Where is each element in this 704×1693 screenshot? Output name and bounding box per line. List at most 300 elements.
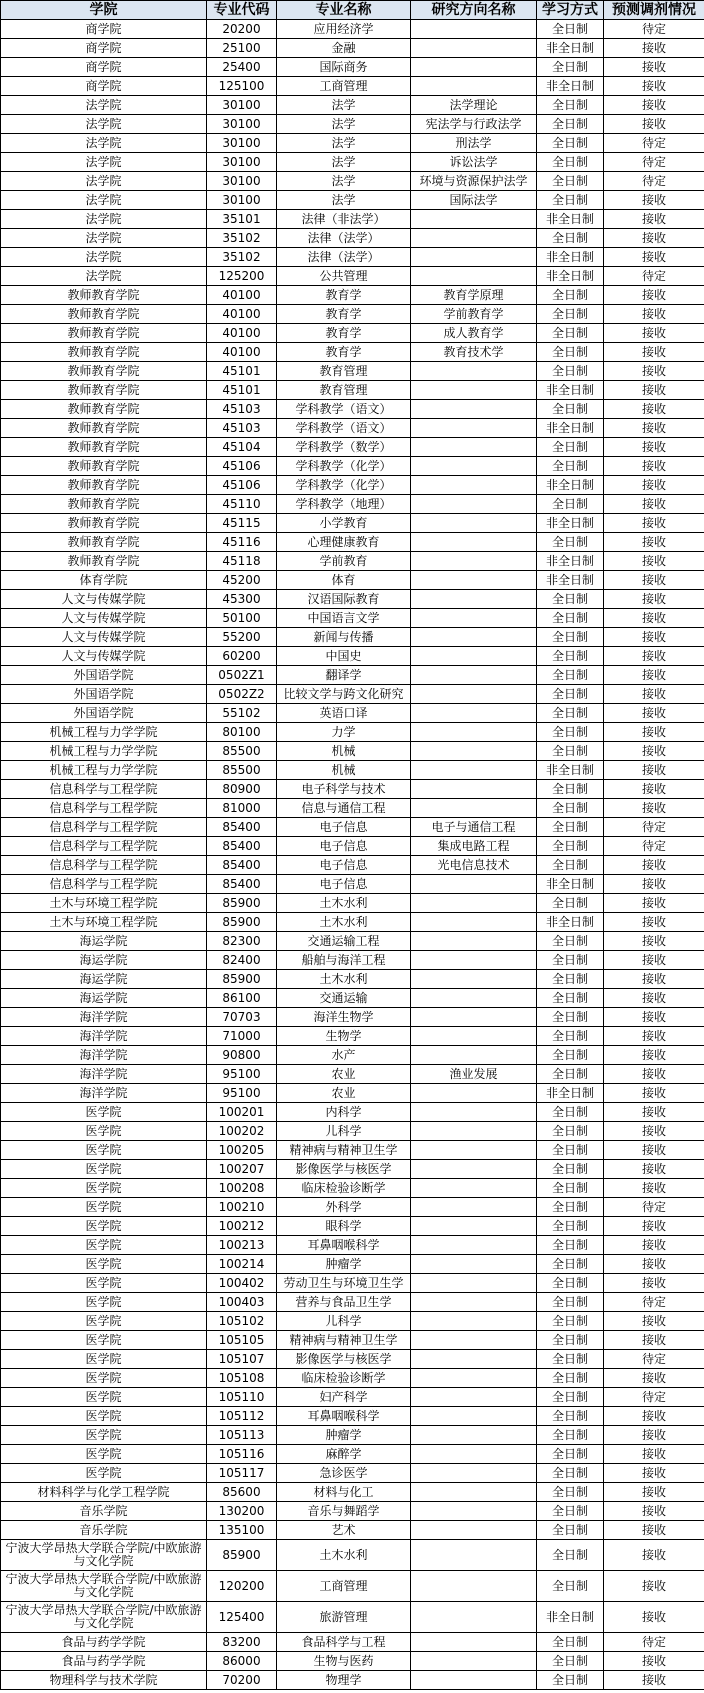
adjustment-forecast-cell: 接收 — [604, 229, 704, 248]
major-name-cell: 法律（非法学） — [277, 210, 411, 229]
study-mode-cell: 非全日制 — [537, 875, 604, 894]
adjustment-forecast-cell: 接收 — [604, 343, 704, 362]
major-code-cell: 35101 — [207, 210, 277, 229]
college-cell: 商学院 — [1, 77, 207, 96]
study-mode-cell: 全日制 — [537, 970, 604, 989]
research-direction-cell — [411, 1198, 537, 1217]
study-mode-cell: 全日制 — [537, 1445, 604, 1464]
major-name-cell: 体育 — [277, 571, 411, 590]
research-direction-cell — [411, 913, 537, 932]
table-body — [1, 20, 704, 1690]
major-name-cell: 学科教学（化学） — [277, 476, 411, 495]
adjustment-forecast-cell: 接收 — [604, 1027, 704, 1046]
major-code-cell: 30100 — [207, 115, 277, 134]
major-name-cell: 肿瘤学 — [277, 1255, 411, 1274]
study-mode-cell: 全日制 — [537, 533, 604, 552]
research-direction-cell: 集成电路工程 — [411, 837, 537, 856]
major-name-cell: 教育学 — [277, 286, 411, 305]
college-cell: 海洋学院 — [1, 1027, 207, 1046]
research-direction-cell — [411, 400, 537, 419]
major-name-cell: 营养与食品卫生学 — [277, 1293, 411, 1312]
major-name-cell: 电子信息 — [277, 875, 411, 894]
college-cell: 医学院 — [1, 1331, 207, 1350]
college-cell: 宁波大学昂热大学联合学院/中欧旅游与文化学院 — [1, 1602, 207, 1633]
study-mode-cell: 非全日制 — [537, 1602, 604, 1633]
table-row — [1, 1255, 704, 1274]
study-mode-cell: 非全日制 — [537, 552, 604, 571]
college-cell: 音乐学院 — [1, 1521, 207, 1540]
major-code-cell: 40100 — [207, 324, 277, 343]
adjustment-forecast-cell: 接收 — [604, 248, 704, 267]
college-cell: 土木与环境工程学院 — [1, 913, 207, 932]
study-mode-cell: 全日制 — [537, 400, 604, 419]
college-cell: 医学院 — [1, 1179, 207, 1198]
adjustment-forecast-cell: 接收 — [604, 1671, 704, 1690]
major-code-cell: 30100 — [207, 172, 277, 191]
major-name-cell: 金融 — [277, 39, 411, 58]
college-cell: 海运学院 — [1, 989, 207, 1008]
college-cell: 教师教育学院 — [1, 381, 207, 400]
research-direction-cell — [411, 39, 537, 58]
major-code-cell: 86000 — [207, 1652, 277, 1671]
adjustment-forecast-cell: 接收 — [604, 1217, 704, 1236]
table-row — [1, 153, 704, 172]
table-row — [1, 1521, 704, 1540]
adjustment-forecast-cell: 接收 — [604, 1540, 704, 1571]
major-code-cell: 70200 — [207, 1671, 277, 1690]
major-name-cell: 船舶与海洋工程 — [277, 951, 411, 970]
research-direction-cell — [411, 1122, 537, 1141]
college-cell: 法学院 — [1, 210, 207, 229]
adjustment-forecast-cell: 接收 — [604, 1065, 704, 1084]
research-direction-cell: 国际法学 — [411, 191, 537, 210]
adjustment-forecast-cell: 接收 — [604, 685, 704, 704]
research-direction-cell — [411, 58, 537, 77]
adjustment-forecast-cell: 待定 — [604, 1293, 704, 1312]
study-mode-cell: 全日制 — [537, 1388, 604, 1407]
table-row — [1, 742, 704, 761]
major-code-cell: 50100 — [207, 609, 277, 628]
major-code-cell: 105107 — [207, 1350, 277, 1369]
major-name-cell: 学科教学（语文） — [277, 419, 411, 438]
college-cell: 医学院 — [1, 1198, 207, 1217]
table-row — [1, 77, 704, 96]
major-code-cell: 25100 — [207, 39, 277, 58]
major-name-cell: 学科教学（化学） — [277, 457, 411, 476]
adjustment-forecast-cell: 接收 — [604, 115, 704, 134]
major-code-cell: 85400 — [207, 837, 277, 856]
table-row — [1, 761, 704, 780]
table-row — [1, 58, 704, 77]
study-mode-cell: 全日制 — [537, 286, 604, 305]
study-mode-cell: 全日制 — [537, 229, 604, 248]
study-mode-cell: 全日制 — [537, 1521, 604, 1540]
major-name-cell: 影像医学与核医学 — [277, 1350, 411, 1369]
major-name-cell: 临床检验诊断学 — [277, 1179, 411, 1198]
major-name-cell: 机械 — [277, 742, 411, 761]
major-code-cell: 30100 — [207, 191, 277, 210]
college-cell: 海运学院 — [1, 932, 207, 951]
adjustment-forecast-cell: 接收 — [604, 1236, 704, 1255]
research-direction-cell: 教育技术学 — [411, 343, 537, 362]
table-row — [1, 1084, 704, 1103]
college-cell: 医学院 — [1, 1122, 207, 1141]
table-row — [1, 1671, 704, 1690]
table-row — [1, 533, 704, 552]
study-mode-cell: 全日制 — [537, 1046, 604, 1065]
college-cell: 法学院 — [1, 134, 207, 153]
study-mode-cell: 全日制 — [537, 1540, 604, 1571]
adjustment-forecast-cell: 接收 — [604, 39, 704, 58]
major-code-cell: 100202 — [207, 1122, 277, 1141]
college-cell: 宁波大学昂热大学联合学院/中欧旅游与文化学院 — [1, 1540, 207, 1571]
college-cell: 医学院 — [1, 1160, 207, 1179]
table-row — [1, 1388, 704, 1407]
research-direction-cell — [411, 419, 537, 438]
adjustment-forecast-cell: 接收 — [604, 58, 704, 77]
table-row — [1, 590, 704, 609]
research-direction-cell — [411, 1236, 537, 1255]
major-code-cell: 30100 — [207, 96, 277, 115]
table-row — [1, 932, 704, 951]
major-code-cell: 40100 — [207, 305, 277, 324]
major-name-cell: 英语口译 — [277, 704, 411, 723]
table-row — [1, 1571, 704, 1602]
study-mode-cell: 全日制 — [537, 1103, 604, 1122]
college-cell: 医学院 — [1, 1103, 207, 1122]
college-cell: 教师教育学院 — [1, 476, 207, 495]
adjustment-forecast-cell: 待定 — [604, 1633, 704, 1652]
major-code-cell: 85900 — [207, 1540, 277, 1571]
study-mode-cell: 非全日制 — [537, 913, 604, 932]
table-row — [1, 799, 704, 818]
major-code-cell: 0502Z2 — [207, 685, 277, 704]
major-code-cell: 105102 — [207, 1312, 277, 1331]
table-row — [1, 1350, 704, 1369]
major-code-cell: 100210 — [207, 1198, 277, 1217]
major-name-cell: 精神病与精神卫生学 — [277, 1331, 411, 1350]
major-name-cell: 劳动卫生与环境卫生学 — [277, 1274, 411, 1293]
table-row — [1, 970, 704, 989]
study-mode-cell: 全日制 — [537, 1141, 604, 1160]
major-code-cell: 100212 — [207, 1217, 277, 1236]
research-direction-cell — [411, 951, 537, 970]
table-row — [1, 172, 704, 191]
college-cell: 法学院 — [1, 153, 207, 172]
table-row — [1, 1369, 704, 1388]
research-direction-cell: 教育学原理 — [411, 286, 537, 305]
research-direction-cell: 光电信息技术 — [411, 856, 537, 875]
college-cell: 法学院 — [1, 191, 207, 210]
adjustment-forecast-cell: 接收 — [604, 191, 704, 210]
research-direction-cell — [411, 685, 537, 704]
adjustment-forecast-cell: 接收 — [604, 1483, 704, 1502]
major-code-cell: 81000 — [207, 799, 277, 818]
college-cell: 信息科学与工程学院 — [1, 780, 207, 799]
major-name-cell: 耳鼻咽喉科学 — [277, 1236, 411, 1255]
major-code-cell: 100208 — [207, 1179, 277, 1198]
research-direction-cell — [411, 1540, 537, 1571]
college-cell: 机械工程与力学学院 — [1, 742, 207, 761]
table-row — [1, 1312, 704, 1331]
major-code-cell: 100201 — [207, 1103, 277, 1122]
major-name-cell: 应用经济学 — [277, 20, 411, 39]
table-row — [1, 1602, 704, 1633]
table-row — [1, 476, 704, 495]
major-name-cell: 电子信息 — [277, 856, 411, 875]
study-mode-cell: 全日制 — [537, 742, 604, 761]
study-mode-cell: 全日制 — [537, 1065, 604, 1084]
table-row — [1, 552, 704, 571]
major-name-cell: 水产 — [277, 1046, 411, 1065]
adjustment-forecast-cell: 接收 — [604, 1502, 704, 1521]
major-name-cell: 中国史 — [277, 647, 411, 666]
table-row — [1, 1046, 704, 1065]
college-cell: 教师教育学院 — [1, 400, 207, 419]
research-direction-cell — [411, 571, 537, 590]
study-mode-cell: 全日制 — [537, 666, 604, 685]
major-code-cell: 90800 — [207, 1046, 277, 1065]
study-mode-cell: 全日制 — [537, 799, 604, 818]
major-code-cell: 135100 — [207, 1521, 277, 1540]
major-name-cell: 教育学 — [277, 324, 411, 343]
college-cell: 海洋学院 — [1, 1065, 207, 1084]
research-direction-cell — [411, 1445, 537, 1464]
research-direction-cell: 成人教育学 — [411, 324, 537, 343]
major-code-cell: 45116 — [207, 533, 277, 552]
table-row — [1, 419, 704, 438]
table-row — [1, 1407, 704, 1426]
college-cell: 教师教育学院 — [1, 419, 207, 438]
study-mode-cell: 全日制 — [537, 1179, 604, 1198]
research-direction-cell — [411, 1255, 537, 1274]
major-code-cell: 85400 — [207, 818, 277, 837]
major-name-cell: 翻译学 — [277, 666, 411, 685]
major-code-cell: 85500 — [207, 742, 277, 761]
major-code-cell: 80100 — [207, 723, 277, 742]
college-cell: 教师教育学院 — [1, 533, 207, 552]
table-row — [1, 248, 704, 267]
major-code-cell: 105105 — [207, 1331, 277, 1350]
adjustment-forecast-cell: 接收 — [604, 1141, 704, 1160]
college-cell: 教师教育学院 — [1, 305, 207, 324]
college-cell: 教师教育学院 — [1, 286, 207, 305]
adjustment-forecast-cell: 接收 — [604, 457, 704, 476]
table-row — [1, 1464, 704, 1483]
research-direction-cell — [411, 1084, 537, 1103]
table-row — [1, 1540, 704, 1571]
major-code-cell: 86100 — [207, 989, 277, 1008]
table-row — [1, 1502, 704, 1521]
major-name-cell: 法学 — [277, 115, 411, 134]
major-name-cell: 土木水利 — [277, 894, 411, 913]
major-name-cell: 法学 — [277, 96, 411, 115]
research-direction-cell — [411, 1671, 537, 1690]
research-direction-cell: 诉讼法学 — [411, 153, 537, 172]
adjustment-forecast-cell: 接收 — [604, 932, 704, 951]
adjustment-forecast-cell: 待定 — [604, 134, 704, 153]
table-row — [1, 913, 704, 932]
major-code-cell: 85900 — [207, 913, 277, 932]
research-direction-cell — [411, 894, 537, 913]
major-code-cell: 45101 — [207, 362, 277, 381]
college-cell: 外国语学院 — [1, 704, 207, 723]
research-direction-cell — [411, 989, 537, 1008]
college-cell: 医学院 — [1, 1312, 207, 1331]
adjustment-forecast-cell: 接收 — [604, 723, 704, 742]
major-name-cell: 物理学 — [277, 1671, 411, 1690]
study-mode-cell: 全日制 — [537, 723, 604, 742]
study-mode-cell: 全日制 — [537, 647, 604, 666]
header-adjustment-forecast: 预测调剂情况 — [604, 1, 704, 20]
major-code-cell: 55102 — [207, 704, 277, 723]
adjustment-forecast-cell: 接收 — [604, 362, 704, 381]
study-mode-cell: 全日制 — [537, 989, 604, 1008]
table-row — [1, 609, 704, 628]
major-name-cell: 交通运输工程 — [277, 932, 411, 951]
table-row — [1, 514, 704, 533]
adjustment-forecast-cell: 接收 — [604, 305, 704, 324]
adjustment-forecast-cell: 接收 — [604, 1179, 704, 1198]
major-code-cell: 30100 — [207, 134, 277, 153]
major-code-cell: 71000 — [207, 1027, 277, 1046]
table-row — [1, 1065, 704, 1084]
table-row — [1, 362, 704, 381]
study-mode-cell: 非全日制 — [537, 476, 604, 495]
research-direction-cell — [411, 647, 537, 666]
adjustment-forecast-cell: 接收 — [604, 761, 704, 780]
major-code-cell: 100402 — [207, 1274, 277, 1293]
major-name-cell: 音乐与舞蹈学 — [277, 1502, 411, 1521]
major-code-cell: 95100 — [207, 1065, 277, 1084]
table-row — [1, 1331, 704, 1350]
table-row — [1, 1483, 704, 1502]
college-cell: 海洋学院 — [1, 1046, 207, 1065]
research-direction-cell — [411, 1312, 537, 1331]
adjustment-forecast-cell: 接收 — [604, 1008, 704, 1027]
research-direction-cell — [411, 1521, 537, 1540]
adjustment-forecast-cell: 接收 — [604, 666, 704, 685]
college-cell: 医学院 — [1, 1369, 207, 1388]
adjustment-forecast-cell: 接收 — [604, 571, 704, 590]
adjustment-forecast-cell: 接收 — [604, 1103, 704, 1122]
research-direction-cell — [411, 1179, 537, 1198]
adjustment-forecast-cell: 接收 — [604, 1331, 704, 1350]
adjustment-forecast-cell: 待定 — [604, 1198, 704, 1217]
major-name-cell: 教育管理 — [277, 381, 411, 400]
major-name-cell: 麻醉学 — [277, 1445, 411, 1464]
major-name-cell: 比较文学与跨文化研究 — [277, 685, 411, 704]
major-code-cell: 35102 — [207, 248, 277, 267]
study-mode-cell: 全日制 — [537, 20, 604, 39]
major-name-cell: 临床检验诊断学 — [277, 1369, 411, 1388]
adjustment-forecast-cell: 接收 — [604, 1274, 704, 1293]
major-name-cell: 材料与化工 — [277, 1483, 411, 1502]
study-mode-cell: 全日制 — [537, 58, 604, 77]
adjustment-forecast-cell: 接收 — [604, 970, 704, 989]
adjustment-forecast-cell: 待定 — [604, 837, 704, 856]
college-cell: 人文与传媒学院 — [1, 590, 207, 609]
major-code-cell: 100213 — [207, 1236, 277, 1255]
adjustment-forecast-cell: 接收 — [604, 381, 704, 400]
table-row — [1, 20, 704, 39]
major-code-cell: 85400 — [207, 856, 277, 875]
adjustment-forecast-cell: 待定 — [604, 1350, 704, 1369]
major-code-cell: 95100 — [207, 1084, 277, 1103]
major-name-cell: 内科学 — [277, 1103, 411, 1122]
table-row — [1, 571, 704, 590]
research-direction-cell — [411, 932, 537, 951]
research-direction-cell — [411, 495, 537, 514]
major-code-cell: 45110 — [207, 495, 277, 514]
research-direction-cell — [411, 1274, 537, 1293]
study-mode-cell: 全日制 — [537, 932, 604, 951]
study-mode-cell: 非全日制 — [537, 1084, 604, 1103]
major-code-cell: 60200 — [207, 647, 277, 666]
table-row — [1, 666, 704, 685]
major-code-cell: 105117 — [207, 1464, 277, 1483]
study-mode-cell: 全日制 — [537, 704, 604, 723]
major-name-cell: 交通运输 — [277, 989, 411, 1008]
major-name-cell: 肿瘤学 — [277, 1426, 411, 1445]
table-row — [1, 191, 704, 210]
table-row — [1, 1236, 704, 1255]
adjustment-forecast-cell: 接收 — [604, 1160, 704, 1179]
research-direction-cell — [411, 1046, 537, 1065]
study-mode-cell: 全日制 — [537, 1350, 604, 1369]
study-mode-cell: 全日制 — [537, 818, 604, 837]
college-cell: 医学院 — [1, 1236, 207, 1255]
research-direction-cell — [411, 1369, 537, 1388]
major-code-cell: 120200 — [207, 1571, 277, 1602]
research-direction-cell — [411, 457, 537, 476]
adjustment-forecast-cell: 接收 — [604, 875, 704, 894]
table-row — [1, 305, 704, 324]
study-mode-cell: 非全日制 — [537, 210, 604, 229]
research-direction-cell — [411, 723, 537, 742]
study-mode-cell: 全日制 — [537, 1160, 604, 1179]
adjustment-forecast-cell: 接收 — [604, 1084, 704, 1103]
table-row — [1, 856, 704, 875]
major-code-cell: 45300 — [207, 590, 277, 609]
research-direction-cell — [411, 438, 537, 457]
college-cell: 教师教育学院 — [1, 552, 207, 571]
research-direction-cell — [411, 761, 537, 780]
major-code-cell: 45115 — [207, 514, 277, 533]
study-mode-cell: 全日制 — [537, 1331, 604, 1350]
study-mode-cell: 全日制 — [537, 1255, 604, 1274]
college-cell: 外国语学院 — [1, 685, 207, 704]
college-cell: 医学院 — [1, 1407, 207, 1426]
research-direction-cell — [411, 248, 537, 267]
adjustment-forecast-cell: 接收 — [604, 951, 704, 970]
adjustment-forecast-cell: 接收 — [604, 1407, 704, 1426]
college-cell: 信息科学与工程学院 — [1, 818, 207, 837]
research-direction-cell — [411, 799, 537, 818]
major-code-cell: 130200 — [207, 1502, 277, 1521]
college-cell: 人文与传媒学院 — [1, 628, 207, 647]
adjustment-forecast-cell: 接收 — [604, 1312, 704, 1331]
major-name-cell: 生物学 — [277, 1027, 411, 1046]
study-mode-cell: 全日制 — [537, 1633, 604, 1652]
college-cell: 法学院 — [1, 248, 207, 267]
table-row — [1, 1198, 704, 1217]
major-name-cell: 旅游管理 — [277, 1602, 411, 1633]
major-name-cell: 电子科学与技术 — [277, 780, 411, 799]
table-row — [1, 1217, 704, 1236]
research-direction-cell — [411, 609, 537, 628]
major-name-cell: 公共管理 — [277, 267, 411, 286]
